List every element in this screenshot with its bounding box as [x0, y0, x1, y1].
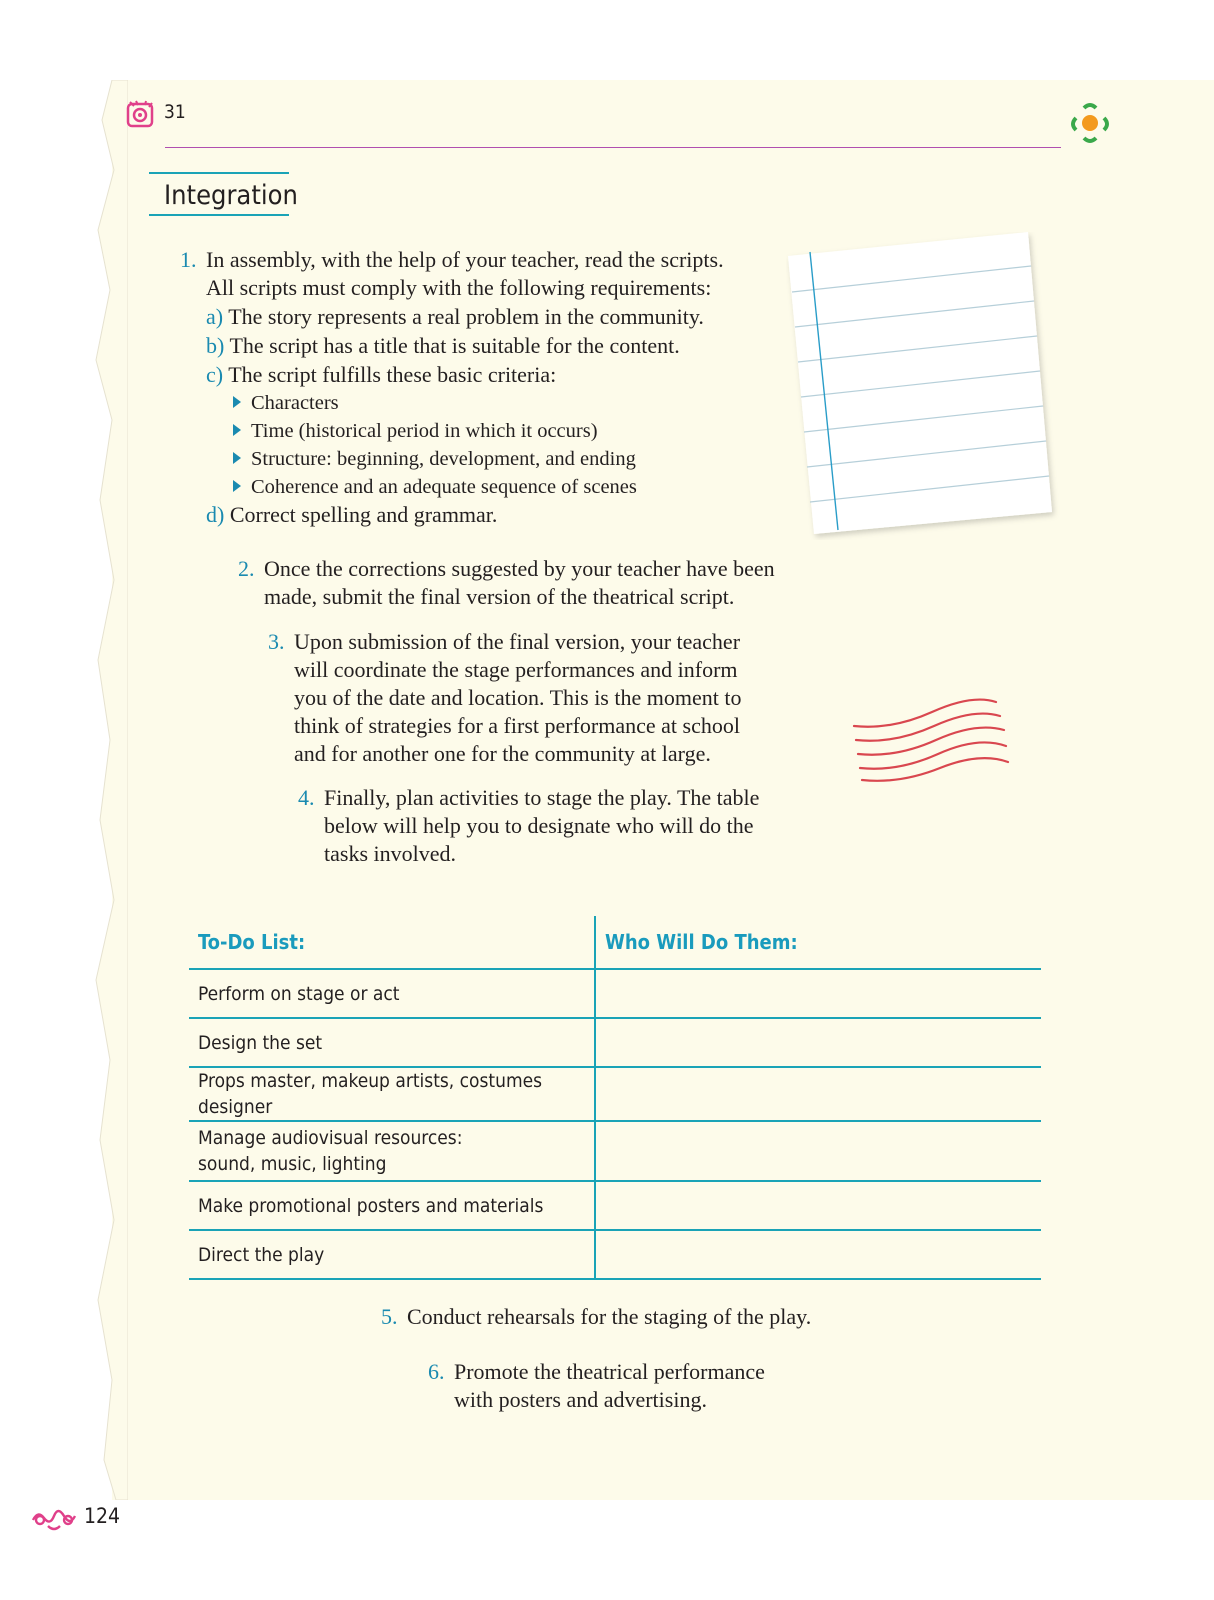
bullet-item: Structure: beginning, development, and ending [233, 445, 636, 473]
table-row [189, 969, 1041, 1018]
task-cell: Make promotional posters and materials [189, 1181, 595, 1230]
table-row [189, 1067, 1041, 1121]
item-number: 5. [381, 1304, 398, 1329]
item-6-line-1: 6. Promote the theatrical performance [428, 1358, 765, 1387]
item-1-line-2: All scripts must comply with the following requirements: [206, 275, 712, 300]
bullet-icon [233, 424, 241, 436]
todo-table [189, 916, 1041, 1280]
header-rule [165, 147, 1061, 148]
bullet-item: Time (historical period in which it occurs) [233, 417, 598, 445]
assignee-cell[interactable] [595, 1230, 1041, 1279]
item-5-line-1: 5. Conduct rehearsals for the staging of the play. [381, 1303, 811, 1332]
item-3-line-2: will coordinate the stage performances and inform [294, 657, 738, 682]
item-1-line-1: 1. In assembly, with the help of your teacher, read the scripts. [180, 246, 724, 275]
assignee-cell[interactable] [595, 969, 1041, 1018]
item-4-line-1: 4. Finally, plan activities to stage the play. The table [298, 784, 759, 813]
item-1-subitem-b: b) The script has a title that is suitable for the content. [206, 333, 680, 358]
item-4-line-2: below will help you to designate who will do the [324, 813, 754, 838]
task-cell: Perform on stage or act [189, 969, 595, 1018]
item-3-line-1: 3. Upon submission of the final version, your teacher [268, 628, 740, 657]
item-3-line-3: you of the date and location. This is the moment to [294, 685, 742, 710]
bullet-icon [233, 452, 241, 464]
table-row [189, 1018, 1041, 1067]
bullet-item: Characters [233, 389, 339, 417]
task-cell: Design the set [189, 1018, 595, 1067]
item-1-subitem-d: d) Correct spelling and grammar. [206, 502, 498, 527]
column-header-who: Who Will Do Them: [595, 916, 1041, 969]
lesson-ornament-icon [126, 100, 156, 130]
assignee-cell[interactable] [595, 1067, 1041, 1121]
table-row [189, 1230, 1041, 1279]
item-number: 1. [180, 247, 197, 272]
table-header-row [189, 916, 1041, 969]
task-cell: Manage audiovisual resources: sound, music, lighting [189, 1121, 595, 1181]
notebook-paper-illustration [786, 232, 1062, 540]
item-3-line-5: and for another one for the community at large. [294, 741, 711, 766]
task-cell: Props master, makeup artists, costumes designer [189, 1067, 595, 1121]
bullet-icon [233, 396, 241, 408]
page-ornament-icon [30, 1502, 78, 1532]
item-number: 6. [428, 1359, 445, 1384]
section-title: Integration [149, 172, 289, 216]
postmark-wavy-lines [852, 696, 1012, 788]
item-1-subitem-c: c) The script fulfills these basic criteria: [206, 362, 557, 387]
item-3-line-4: think of strategies for a first performance at school [294, 713, 740, 738]
page-number: 124 [84, 1504, 121, 1528]
assignee-cell[interactable] [595, 1181, 1041, 1230]
assignee-cell[interactable] [595, 1018, 1041, 1067]
item-number: 3. [268, 629, 285, 654]
torn-paper-edge [88, 80, 128, 1500]
bullet-item: Coherence and an adequate sequence of scenes [233, 473, 637, 501]
item-number: 4. [298, 785, 315, 810]
table-row [189, 1181, 1041, 1230]
item-2-line-2: made, submit the final version of the theatrical script. [264, 584, 735, 609]
task-cell: Direct the play [189, 1230, 595, 1279]
item-1-subitem-a: a) The story represents a real problem in the community. [206, 304, 704, 329]
table-row [189, 1121, 1041, 1181]
assignee-cell[interactable] [595, 1121, 1041, 1181]
lesson-number: 31 [164, 101, 186, 123]
item-6-line-2: with posters and advertising. [454, 1387, 707, 1412]
item-number: 2. [238, 556, 255, 581]
item-4-line-3: tasks involved. [324, 841, 456, 866]
flower-ornament-icon [1068, 100, 1118, 150]
bullet-icon [233, 480, 241, 492]
column-header-todo: To-Do List: [189, 916, 595, 969]
item-2-line-1: 2. Once the corrections suggested by your teacher have been [238, 555, 775, 584]
